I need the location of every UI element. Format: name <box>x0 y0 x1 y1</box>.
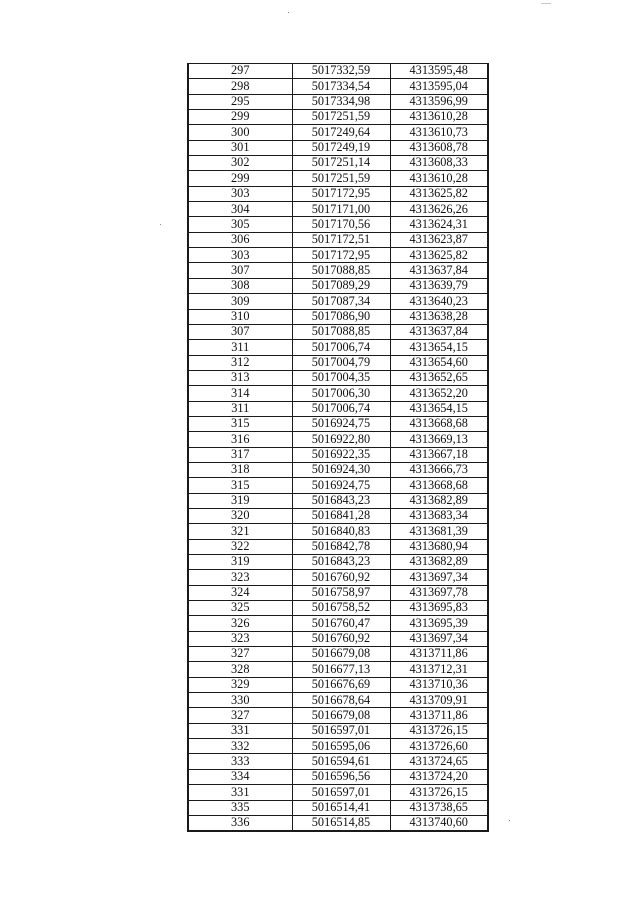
table-row <box>188 754 488 769</box>
table-row <box>188 508 488 523</box>
y-coordinate-cell: 4313740,60 <box>390 815 488 831</box>
x-coordinate-cell: 5017249,19 <box>292 140 390 155</box>
y-coordinate-cell: 4313726,15 <box>390 785 488 800</box>
point-number-cell: 311 <box>188 340 292 355</box>
x-coordinate-cell: 5016677,13 <box>292 662 390 677</box>
point-number-cell: 309 <box>188 294 292 309</box>
point-number-cell: 329 <box>188 677 292 692</box>
point-number-cell: 301 <box>188 140 292 155</box>
x-coordinate-cell: 5017089,29 <box>292 278 390 293</box>
table-row <box>188 324 488 339</box>
y-coordinate-cell: 4313683,34 <box>390 508 488 523</box>
x-coordinate-cell: 5017006,74 <box>292 401 390 416</box>
point-number-cell: 302 <box>188 156 292 171</box>
point-number-cell: 319 <box>188 555 292 570</box>
y-coordinate-cell: 4313682,89 <box>390 555 488 570</box>
coordinates-table-body <box>188 64 488 832</box>
point-number-cell: 335 <box>188 800 292 815</box>
table-row <box>188 585 488 600</box>
point-number-cell: 336 <box>188 815 292 831</box>
y-coordinate-cell: 4313726,15 <box>390 723 488 738</box>
table-row <box>188 202 488 217</box>
point-number-cell: 324 <box>188 585 292 600</box>
y-coordinate-cell: 4313654,15 <box>390 340 488 355</box>
y-coordinate-cell: 4313724,65 <box>390 754 488 769</box>
point-number-cell: 319 <box>188 493 292 508</box>
table-row <box>188 263 488 278</box>
point-number-cell: 316 <box>188 432 292 447</box>
table-row <box>188 294 488 309</box>
x-coordinate-cell: 5017172,51 <box>292 232 390 247</box>
table-row <box>188 401 488 416</box>
x-coordinate-cell: 5016924,75 <box>292 416 390 431</box>
y-coordinate-cell: 4313626,26 <box>390 202 488 217</box>
scan-speck <box>509 820 510 821</box>
x-coordinate-cell: 5016841,28 <box>292 508 390 523</box>
point-number-cell: 305 <box>188 217 292 232</box>
y-coordinate-cell: 4313738,65 <box>390 800 488 815</box>
x-coordinate-cell: 5016842,78 <box>292 539 390 554</box>
point-number-cell: 298 <box>188 79 292 94</box>
y-coordinate-cell: 4313710,36 <box>390 677 488 692</box>
point-number-cell: 325 <box>188 601 292 616</box>
y-coordinate-cell: 4313697,78 <box>390 585 488 600</box>
x-coordinate-cell: 5017332,59 <box>292 64 390 79</box>
point-number-cell: 331 <box>188 785 292 800</box>
y-coordinate-cell: 4313709,91 <box>390 693 488 708</box>
table-row <box>188 631 488 646</box>
scan-speck <box>160 224 161 225</box>
y-coordinate-cell: 4313669,13 <box>390 432 488 447</box>
y-coordinate-cell: 4313668,68 <box>390 416 488 431</box>
table-row <box>188 662 488 677</box>
point-number-cell: 310 <box>188 309 292 324</box>
x-coordinate-cell: 5017004,35 <box>292 370 390 385</box>
y-coordinate-cell: 4313625,82 <box>390 248 488 263</box>
table-row <box>188 416 488 431</box>
x-coordinate-cell: 5017251,14 <box>292 156 390 171</box>
y-coordinate-cell: 4313652,65 <box>390 370 488 385</box>
point-number-cell: 327 <box>188 708 292 723</box>
point-number-cell: 332 <box>188 739 292 754</box>
y-coordinate-cell: 4313724,20 <box>390 769 488 784</box>
y-coordinate-cell: 4313712,31 <box>390 662 488 677</box>
x-coordinate-cell: 5016758,52 <box>292 601 390 616</box>
table-row <box>188 248 488 263</box>
table-row <box>188 79 488 94</box>
x-coordinate-cell: 5017006,30 <box>292 386 390 401</box>
point-number-cell: 299 <box>188 171 292 186</box>
table-row <box>188 447 488 462</box>
table-row <box>188 355 488 370</box>
y-coordinate-cell: 4313666,73 <box>390 462 488 477</box>
y-coordinate-cell: 4313668,68 <box>390 478 488 493</box>
x-coordinate-cell: 5017088,85 <box>292 324 390 339</box>
y-coordinate-cell: 4313625,82 <box>390 186 488 201</box>
y-coordinate-cell: 4313637,84 <box>390 324 488 339</box>
y-coordinate-cell: 4313667,18 <box>390 447 488 462</box>
point-number-cell: 303 <box>188 248 292 263</box>
x-coordinate-cell: 5017006,74 <box>292 340 390 355</box>
point-number-cell: 326 <box>188 616 292 631</box>
table-row <box>188 815 488 831</box>
x-coordinate-cell: 5016594,61 <box>292 754 390 769</box>
point-number-cell: 314 <box>188 386 292 401</box>
x-coordinate-cell: 5017334,54 <box>292 79 390 94</box>
x-coordinate-cell: 5017251,59 <box>292 171 390 186</box>
point-number-cell: 330 <box>188 693 292 708</box>
y-coordinate-cell: 4313726,60 <box>390 739 488 754</box>
y-coordinate-cell: 4313595,48 <box>390 64 488 79</box>
y-coordinate-cell: 4313639,79 <box>390 278 488 293</box>
table-row <box>188 140 488 155</box>
x-coordinate-cell: 5016596,56 <box>292 769 390 784</box>
table-row <box>188 64 488 79</box>
x-coordinate-cell: 5016514,85 <box>292 815 390 831</box>
x-coordinate-cell: 5016840,83 <box>292 524 390 539</box>
x-coordinate-cell: 5016678,64 <box>292 693 390 708</box>
x-coordinate-cell: 5016924,75 <box>292 478 390 493</box>
point-number-cell: 323 <box>188 631 292 646</box>
x-coordinate-cell: 5016514,41 <box>292 800 390 815</box>
y-coordinate-cell: 4313654,15 <box>390 401 488 416</box>
point-number-cell: 315 <box>188 478 292 493</box>
table-row <box>188 739 488 754</box>
table-row <box>188 723 488 738</box>
table-row <box>188 693 488 708</box>
point-number-cell: 297 <box>188 64 292 79</box>
x-coordinate-cell: 5016679,08 <box>292 647 390 662</box>
y-coordinate-cell: 4313610,28 <box>390 110 488 125</box>
x-coordinate-cell: 5017172,95 <box>292 186 390 201</box>
coordinates-table <box>187 63 489 832</box>
x-coordinate-cell: 5016924,30 <box>292 462 390 477</box>
point-number-cell: 315 <box>188 416 292 431</box>
y-coordinate-cell: 4313697,34 <box>390 570 488 585</box>
point-number-cell: 318 <box>188 462 292 477</box>
y-coordinate-cell: 4313623,87 <box>390 232 488 247</box>
point-number-cell: 303 <box>188 186 292 201</box>
table-row <box>188 462 488 477</box>
table-row <box>188 156 488 171</box>
x-coordinate-cell: 5016679,08 <box>292 708 390 723</box>
y-coordinate-cell: 4313682,89 <box>390 493 488 508</box>
y-coordinate-cell: 4313681,39 <box>390 524 488 539</box>
y-coordinate-cell: 4313638,28 <box>390 309 488 324</box>
point-number-cell: 311 <box>188 401 292 416</box>
x-coordinate-cell: 5016595,06 <box>292 739 390 754</box>
scan-speck <box>288 12 289 13</box>
point-number-cell: 306 <box>188 232 292 247</box>
table-row <box>188 370 488 385</box>
y-coordinate-cell: 4313610,28 <box>390 171 488 186</box>
x-coordinate-cell: 5016597,01 <box>292 785 390 800</box>
y-coordinate-cell: 4313608,78 <box>390 140 488 155</box>
table-row <box>188 125 488 140</box>
point-number-cell: 317 <box>188 447 292 462</box>
table-row <box>188 616 488 631</box>
x-coordinate-cell: 5016760,47 <box>292 616 390 631</box>
table-row <box>188 769 488 784</box>
y-coordinate-cell: 4313711,86 <box>390 708 488 723</box>
point-number-cell: 323 <box>188 570 292 585</box>
y-coordinate-cell: 4313624,31 <box>390 217 488 232</box>
point-number-cell: 333 <box>188 754 292 769</box>
point-number-cell: 299 <box>188 110 292 125</box>
x-coordinate-cell: 5016843,23 <box>292 555 390 570</box>
table-row <box>188 171 488 186</box>
x-coordinate-cell: 5016760,92 <box>292 631 390 646</box>
point-number-cell: 312 <box>188 355 292 370</box>
table-row <box>188 677 488 692</box>
table-row <box>188 232 488 247</box>
table-row <box>188 647 488 662</box>
y-coordinate-cell: 4313654,60 <box>390 355 488 370</box>
x-coordinate-cell: 5017172,95 <box>292 248 390 263</box>
point-number-cell: 321 <box>188 524 292 539</box>
point-number-cell: 307 <box>188 324 292 339</box>
point-number-cell: 320 <box>188 508 292 523</box>
point-number-cell: 295 <box>188 94 292 109</box>
table-row <box>188 785 488 800</box>
y-coordinate-cell: 4313595,04 <box>390 79 488 94</box>
table-row <box>188 708 488 723</box>
table-row <box>188 601 488 616</box>
x-coordinate-cell: 5016676,69 <box>292 677 390 692</box>
x-coordinate-cell: 5017086,90 <box>292 309 390 324</box>
table-row <box>188 432 488 447</box>
point-number-cell: 304 <box>188 202 292 217</box>
x-coordinate-cell: 5017087,34 <box>292 294 390 309</box>
y-coordinate-cell: 4313596,99 <box>390 94 488 109</box>
scan-speck <box>541 3 551 4</box>
y-coordinate-cell: 4313637,84 <box>390 263 488 278</box>
table-row <box>188 493 488 508</box>
point-number-cell: 331 <box>188 723 292 738</box>
table-row <box>188 539 488 554</box>
table-row <box>188 110 488 125</box>
point-number-cell: 307 <box>188 263 292 278</box>
y-coordinate-cell: 4313697,34 <box>390 631 488 646</box>
y-coordinate-cell: 4313695,39 <box>390 616 488 631</box>
x-coordinate-cell: 5017088,85 <box>292 263 390 278</box>
table-row <box>188 386 488 401</box>
x-coordinate-cell: 5016843,23 <box>292 493 390 508</box>
point-number-cell: 328 <box>188 662 292 677</box>
table-row <box>188 478 488 493</box>
x-coordinate-cell: 5017249,64 <box>292 125 390 140</box>
table-row <box>188 186 488 201</box>
y-coordinate-cell: 4313608,33 <box>390 156 488 171</box>
table-row <box>188 94 488 109</box>
y-coordinate-cell: 4313610,73 <box>390 125 488 140</box>
point-number-cell: 308 <box>188 278 292 293</box>
point-number-cell: 313 <box>188 370 292 385</box>
y-coordinate-cell: 4313680,94 <box>390 539 488 554</box>
point-number-cell: 327 <box>188 647 292 662</box>
table-row <box>188 555 488 570</box>
x-coordinate-cell: 5017004,79 <box>292 355 390 370</box>
table-row <box>188 309 488 324</box>
y-coordinate-cell: 4313695,83 <box>390 601 488 616</box>
point-number-cell: 334 <box>188 769 292 784</box>
table-row <box>188 278 488 293</box>
x-coordinate-cell: 5016758,97 <box>292 585 390 600</box>
y-coordinate-cell: 4313652,20 <box>390 386 488 401</box>
table-row <box>188 217 488 232</box>
y-coordinate-cell: 4313640,23 <box>390 294 488 309</box>
x-coordinate-cell: 5016922,35 <box>292 447 390 462</box>
table-row <box>188 570 488 585</box>
table-row <box>188 340 488 355</box>
x-coordinate-cell: 5016922,80 <box>292 432 390 447</box>
y-coordinate-cell: 4313711,86 <box>390 647 488 662</box>
x-coordinate-cell: 5016597,01 <box>292 723 390 738</box>
table-row <box>188 524 488 539</box>
x-coordinate-cell: 5016760,92 <box>292 570 390 585</box>
x-coordinate-cell: 5017170,56 <box>292 217 390 232</box>
table-row <box>188 800 488 815</box>
point-number-cell: 322 <box>188 539 292 554</box>
x-coordinate-cell: 5017251,59 <box>292 110 390 125</box>
point-number-cell: 300 <box>188 125 292 140</box>
x-coordinate-cell: 5017334,98 <box>292 94 390 109</box>
x-coordinate-cell: 5017171,00 <box>292 202 390 217</box>
